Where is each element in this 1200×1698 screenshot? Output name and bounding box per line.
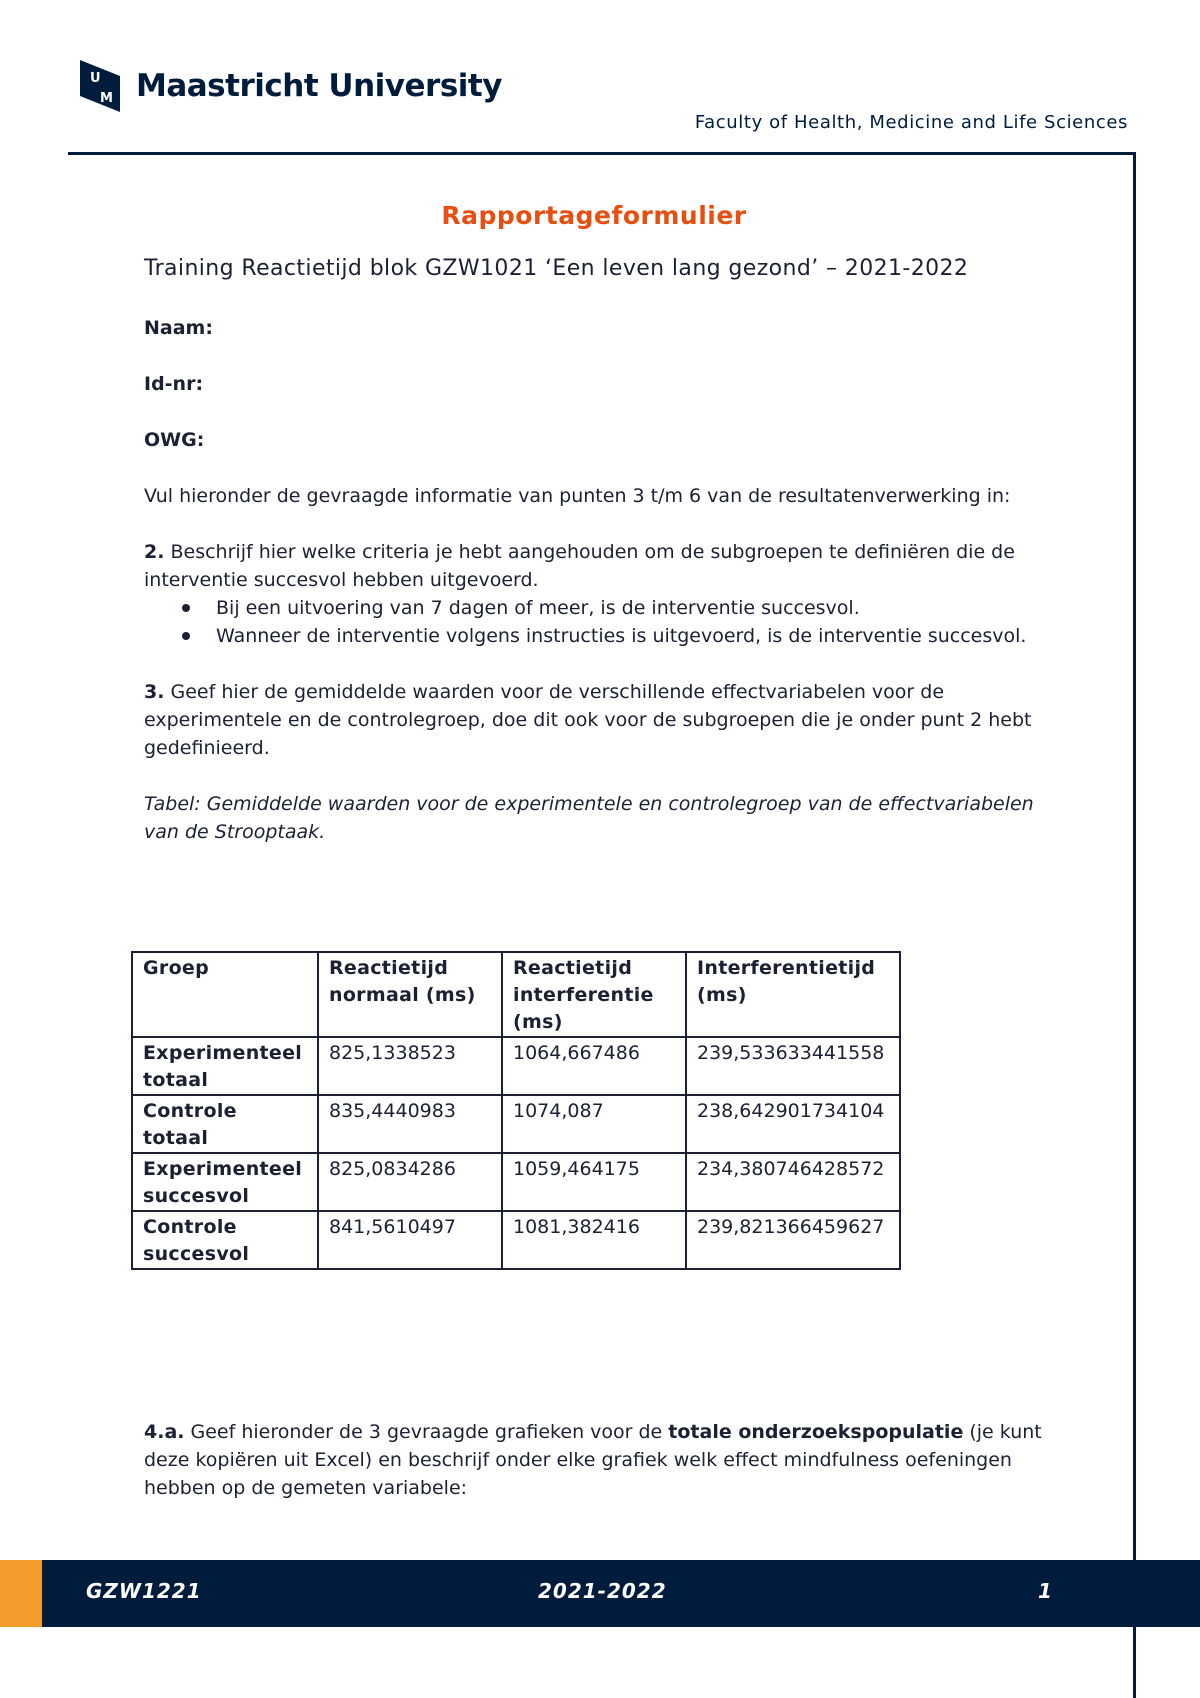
table-cell: 239,821366459627 [686,1211,900,1269]
um-logo-icon [78,58,122,114]
question-2 [144,538,1044,650]
footer-page-number: 1 [1038,1579,1053,1603]
svg-text:M: M [100,91,113,106]
question-4a-text-1: Geef hieronder de 3 gevraagde grafieken voor de [184,1421,669,1443]
question-3-number: 3. [144,681,165,703]
row-label: Experimenteel succesvol [132,1153,318,1211]
row-label: Controle succesvol [132,1211,318,1269]
question-4a-emphasis: totale onderzoekspopulatie [668,1421,964,1443]
table-cell: 239,533633441558 [686,1037,900,1095]
list-item: Wanneer de interventie volgens instructies is uitgevoerd, is de interventie succesvol. [144,622,1044,650]
criteria-list [144,594,1044,650]
question-3-text: Geef hier de gemiddelde waarden voor de verschillende effectvariabelen voor de experimentele en de controlegroep, doe dit ook voor de subgroepen die je onder punt 2 hebt gedefinieerd. [144,681,1032,759]
field-naam: Naam: [144,317,213,339]
table-row [132,1037,900,1095]
header-divider [68,152,1136,155]
table-row [132,1095,900,1153]
university-name: Maastricht University [136,68,502,104]
header-cell: Reactietijd interferentie (ms) [502,952,686,1037]
header-cell: Groep [132,952,318,1037]
table-cell: 234,380746428572 [686,1153,900,1211]
page-subtitle: Training Reactietijd blok GZW1021 ‘Een leven lang gezond’ – 2021-2022 [144,256,969,281]
results-table [131,951,901,1270]
page-right-border [1133,152,1136,1698]
footer-course-code: GZW1221 [86,1579,202,1603]
footer-accent-bar [0,1560,42,1627]
intro-text: Vul hieronder de gevraagde informatie van punten 3 t/m 6 van de resultatenverwerking in: [144,485,1011,507]
table-header-row [132,952,900,1037]
question-2-number: 2. [144,541,165,563]
table-row [132,1211,900,1269]
question-4a [144,1418,1044,1502]
question-4a-number: 4.a. [144,1421,185,1443]
question-4a-text-2: (je kunt deze kopiëren uit Excel) en beschrijf onder elke grafiek welk effect mindfulness oefeningen hebben op de gemeten variabele: [144,1421,1042,1499]
table-cell: 1064,667486 [502,1037,686,1095]
row-label: Controle totaal [132,1095,318,1153]
table-caption: Tabel: Gemiddelde waarden voor de experimentele en controlegroep van de effectvariabelen van de Strooptaak. [144,793,1034,843]
question-2-text: Beschrijf hier welke criteria je hebt aangehouden om de subgroepen te definiëren die de interventie succesvol hebben uitgevoerd. [144,541,1015,591]
footer-year: 2021-2022 [538,1579,667,1603]
faculty-name: Faculty of Health, Medicine and Life Sciences [694,112,1128,133]
question-3 [144,678,1044,762]
header-cell: Reactietijd normaal (ms) [318,952,502,1037]
table-row [132,1153,900,1211]
list-item: Bij een uitvoering van 7 dagen of meer, is de interventie succesvol. [144,594,1044,622]
page-footer [0,1560,1200,1627]
table-cell: 1074,087 [502,1095,686,1153]
main-content [144,198,1044,874]
header-cell: Interferentietijd (ms) [686,952,900,1037]
table-cell: 238,642901734104 [686,1095,900,1153]
field-id: Id-nr: [144,373,204,395]
table-cell: 825,1338523 [318,1037,502,1095]
university-logo [78,58,502,114]
row-label: Experimenteel totaal [132,1037,318,1095]
table-cell: 825,0834286 [318,1153,502,1211]
page-title: Rapportageformulier [441,201,747,230]
table-cell: 1059,464175 [502,1153,686,1211]
field-owg: OWG: [144,429,205,451]
table-cell: 1081,382416 [502,1211,686,1269]
table-cell: 835,4440983 [318,1095,502,1153]
svg-text:U: U [90,71,101,86]
table-cell: 841,5610497 [318,1211,502,1269]
